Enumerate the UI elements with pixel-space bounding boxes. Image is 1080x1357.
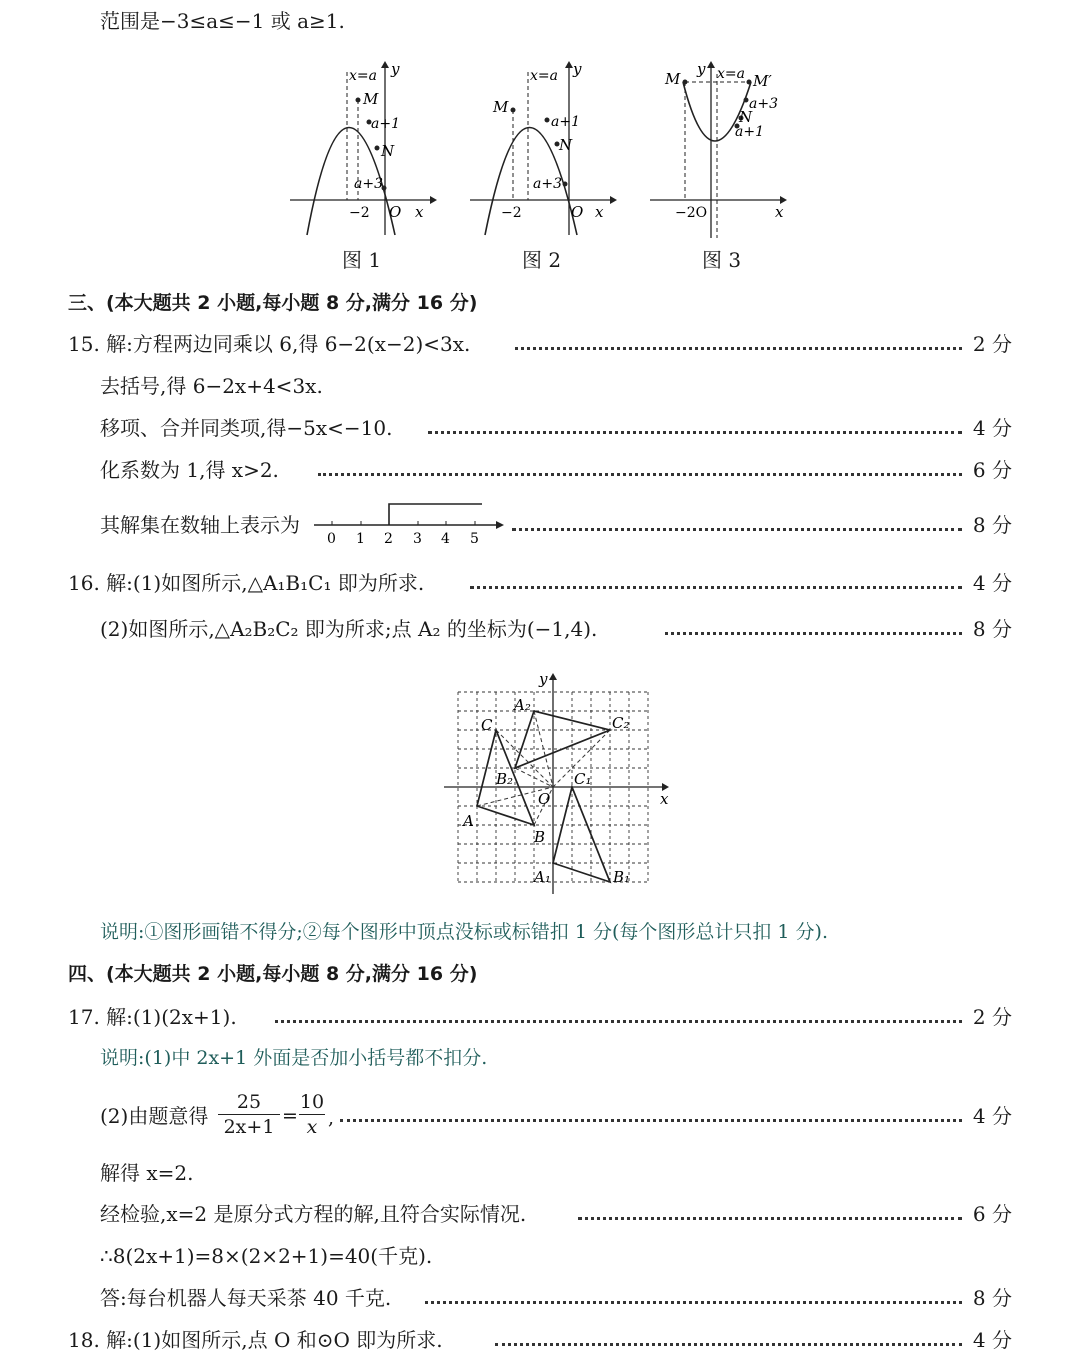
q17-line-5 bbox=[0, 1239, 1080, 1273]
fig1-M-label: M bbox=[363, 90, 379, 108]
q17-line-3 bbox=[0, 1156, 1080, 1190]
q16-line-2 bbox=[0, 612, 1080, 646]
tick-label-0: 0 bbox=[327, 531, 336, 547]
fig3-point-Mp bbox=[747, 80, 752, 85]
leader-dots bbox=[495, 1343, 962, 1346]
fig1-x-label: x bbox=[415, 203, 424, 221]
score-q15-3: 4 分 bbox=[972, 416, 1012, 440]
fig3-x-label: x bbox=[775, 203, 784, 221]
q15-step-1: 15. 解:方程两边同乘以 6,得 6−2(x−2)<3x. bbox=[68, 332, 471, 356]
leader-dots bbox=[275, 1020, 962, 1023]
fig3-M-label: M bbox=[665, 70, 681, 88]
leader-dots bbox=[578, 1217, 962, 1220]
intro-line bbox=[0, 4, 1080, 38]
leader-dots bbox=[425, 1301, 962, 1304]
q17-step-4: 经检验,x=2 是原分式方程的解,且符合实际情况. bbox=[100, 1202, 527, 1226]
triangle-A1B1C1 bbox=[553, 787, 610, 882]
leader-dots bbox=[512, 528, 962, 531]
graph-figure-2 bbox=[465, 60, 615, 240]
fig3-neg2O-label: −2O bbox=[675, 205, 708, 221]
q15-line-1 bbox=[0, 327, 1080, 361]
q18-step-1: 18. 解:(1)如图所示,点 O 和⊙O 即为所求. bbox=[68, 1328, 443, 1352]
q16-line-1 bbox=[0, 566, 1080, 600]
triangle-A2B2C2 bbox=[515, 711, 610, 768]
q17-step-6: 答:每台机器人每天采茶 40 千克. bbox=[100, 1286, 392, 1310]
label-B1: B₁ bbox=[613, 868, 631, 886]
tick-label-1: 1 bbox=[356, 531, 365, 547]
q17-step-5: ∴8(2x+1)=8×(2×2+1)=40(千克). bbox=[100, 1244, 433, 1268]
fig3-y-label: y bbox=[697, 60, 706, 78]
range-text: 范围是−3≤a≤−1 或 a≥1. bbox=[100, 9, 345, 33]
label-C: C bbox=[481, 716, 493, 734]
label-y: y bbox=[539, 670, 548, 688]
q15-step-5: 其解集在数轴上表示为 bbox=[100, 513, 300, 537]
fraction-10-over-x bbox=[299, 1090, 325, 1139]
label-x: x bbox=[660, 790, 669, 808]
fig1-vline-label: x=a bbox=[349, 68, 377, 84]
score-q17-1: 2 分 bbox=[972, 1005, 1012, 1029]
caption-figure-1: 图 1 bbox=[342, 248, 382, 272]
caption-figure-3: 图 3 bbox=[702, 248, 742, 272]
fig2-a1-label: a+1 bbox=[551, 114, 580, 130]
score-q15-1: 2 分 bbox=[972, 332, 1012, 356]
label-O: O bbox=[538, 790, 551, 808]
label-C1: C₁ bbox=[574, 770, 592, 788]
score-q17-6: 8 分 bbox=[972, 1286, 1012, 1310]
equals-sign: = bbox=[282, 1105, 298, 1127]
leader-dots bbox=[665, 632, 962, 635]
fig1-neg2-label: −2 bbox=[349, 205, 370, 221]
label-C2: C₂ bbox=[612, 714, 630, 732]
fig3-vline-label: x=a bbox=[717, 66, 745, 82]
fig1-point-N bbox=[375, 146, 380, 151]
leader-dots bbox=[428, 431, 962, 434]
fig2-y-arrow bbox=[565, 61, 573, 68]
numerator-10: 10 bbox=[299, 1091, 325, 1113]
leader-dots bbox=[318, 473, 962, 476]
q16-step-2: (2)如图所示,△A₂B₂C₂ 即为所求;点 A₂ 的坐标为(−1,4). bbox=[100, 617, 598, 641]
fig3-y-arrow bbox=[707, 61, 715, 68]
label-B2: B₂ bbox=[496, 770, 514, 788]
fig2-x-arrow bbox=[610, 196, 617, 204]
fig2-M-label: M bbox=[493, 98, 509, 116]
score-q15-4: 6 分 bbox=[972, 458, 1012, 482]
q15-line-5 bbox=[0, 508, 1080, 542]
section-4-heading bbox=[0, 957, 1080, 991]
q15-line-2 bbox=[0, 369, 1080, 403]
caption-figure-2: 图 2 bbox=[522, 248, 562, 272]
score-q15-5: 8 分 bbox=[972, 513, 1012, 537]
leader-dots bbox=[515, 347, 962, 350]
number-line-arrow bbox=[496, 521, 504, 529]
fig1-point-M bbox=[356, 98, 361, 103]
q16-note-line bbox=[0, 915, 1080, 949]
q15-step-2: 去括号,得 6−2x+4<3x. bbox=[100, 374, 323, 398]
q17-step-2-prefix: (2)由题意得 bbox=[100, 1104, 209, 1128]
fig2-x-label: x bbox=[595, 203, 604, 221]
q17-line-4 bbox=[0, 1197, 1080, 1231]
fig1-N-label: N bbox=[381, 142, 395, 160]
fig3-point-M bbox=[683, 80, 688, 85]
q16-note: 说明:①图形画错不得分;②每个图形中顶点没标或标错扣 1 分(每个图形总计只扣 1 分). bbox=[100, 921, 829, 943]
q17-line-6 bbox=[0, 1281, 1080, 1315]
q15-line-4 bbox=[0, 453, 1080, 487]
label-A2: A₂ bbox=[514, 696, 531, 714]
leader-dots bbox=[340, 1119, 962, 1122]
comma: , bbox=[327, 1107, 335, 1129]
fig2-vline-label: x=a bbox=[530, 68, 558, 84]
graph-figure-1 bbox=[285, 60, 435, 240]
solution-bracket bbox=[389, 504, 482, 525]
fig3-a1-label: a+1 bbox=[735, 124, 764, 140]
label-B: B bbox=[534, 828, 546, 846]
fig3-Mp-label: M′ bbox=[753, 72, 772, 90]
tick-label-3: 3 bbox=[413, 531, 422, 547]
q16-step-1: 16. 解:(1)如图所示,△A₁B₁C₁ 即为所求. bbox=[68, 571, 425, 595]
label-A1: A₁ bbox=[534, 868, 551, 886]
q15-step-4: 化系数为 1,得 x>2. bbox=[100, 458, 279, 482]
grid-y-arrow bbox=[549, 673, 557, 680]
fraction-25-over-2x1 bbox=[218, 1090, 280, 1139]
fig3-N-label: N bbox=[739, 108, 753, 126]
q17-step-1: 17. 解:(1)(2x+1). bbox=[68, 1005, 237, 1029]
fig2-O-label: O bbox=[571, 203, 584, 221]
fig1-a3-label: a+3 bbox=[354, 176, 383, 192]
denominator-2x1: 2x+1 bbox=[223, 1116, 275, 1138]
fig2-point-M bbox=[511, 108, 516, 113]
score-q18-1: 4 分 bbox=[972, 1328, 1012, 1352]
tick-label-4: 4 bbox=[441, 531, 450, 547]
score-q17-4: 6 分 bbox=[972, 1202, 1012, 1226]
fig1-x-arrow bbox=[430, 196, 437, 204]
q15-line-3 bbox=[0, 411, 1080, 445]
q15-step-3: 移项、合并同类项,得−5x<−10. bbox=[100, 416, 393, 440]
numerator-25: 25 bbox=[218, 1090, 280, 1115]
fig1-O-label: O bbox=[389, 203, 402, 221]
graph-figure-3 bbox=[645, 60, 795, 240]
q17-line-2 bbox=[0, 1099, 1080, 1133]
score-q16-2: 8 分 bbox=[972, 617, 1012, 641]
q17-note: 说明:(1)中 2x+1 外面是否加小括号都不扣分. bbox=[100, 1047, 488, 1069]
q17-note-line bbox=[0, 1041, 1080, 1075]
fig2-y-label: y bbox=[573, 60, 582, 78]
label-A: A bbox=[463, 812, 474, 830]
fig3-a3-label: a+3 bbox=[749, 96, 778, 112]
fig2-point-a3 bbox=[563, 182, 568, 187]
fig2-point-a1 bbox=[545, 118, 550, 123]
q17-step-3: 解得 x=2. bbox=[100, 1161, 194, 1185]
number-line bbox=[314, 498, 510, 548]
score-q17-2: 4 分 bbox=[972, 1104, 1012, 1128]
section-3-title: 三、(本大题共 2 小题,每小题 8 分,满分 16 分) bbox=[68, 292, 478, 314]
tick-label-5: 5 bbox=[470, 531, 479, 547]
section-4-title: 四、(本大题共 2 小题,每小题 8 分,满分 16 分) bbox=[68, 963, 478, 985]
fig2-N-label: N bbox=[559, 136, 573, 154]
tick-label-2: 2 bbox=[384, 531, 393, 547]
leader-dots bbox=[470, 586, 962, 589]
q17-line-1 bbox=[0, 1000, 1080, 1034]
section-3-heading bbox=[0, 286, 1080, 320]
fig2-a3-label: a+3 bbox=[533, 176, 562, 192]
grid-figure bbox=[440, 668, 680, 896]
fig2-neg2-label: −2 bbox=[501, 205, 522, 221]
fig1-a1-label: a+1 bbox=[371, 116, 400, 132]
fig1-y-label: y bbox=[391, 60, 400, 78]
score-q16-1: 4 分 bbox=[972, 571, 1012, 595]
fig1-y-arrow bbox=[381, 61, 389, 68]
fig3-point-a3 bbox=[744, 98, 749, 103]
denominator-x: x bbox=[306, 1116, 318, 1138]
